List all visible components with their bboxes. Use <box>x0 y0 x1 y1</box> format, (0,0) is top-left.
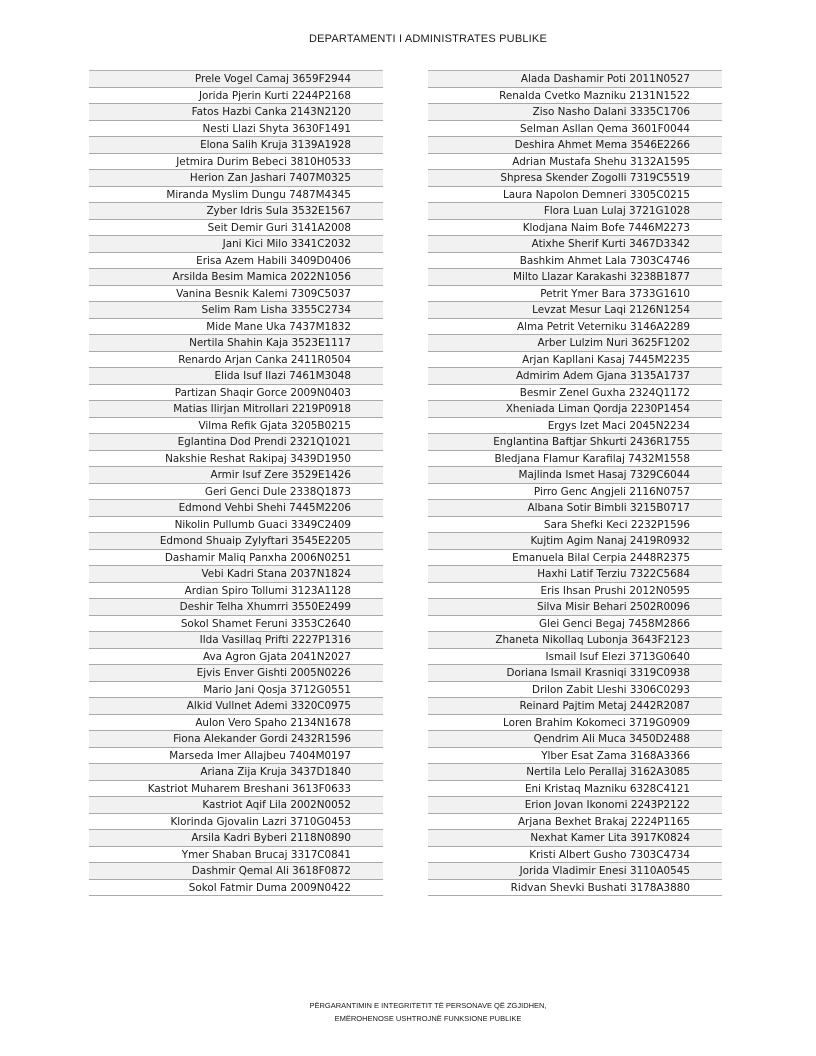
list-item: Nertila Lelo Perallaj 3162A3085 <box>428 764 722 781</box>
list-item: Selman Asllan Qema 3601F0044 <box>428 121 722 138</box>
list-item: Adrian Mustafa Shehu 3132A1595 <box>428 154 722 171</box>
list-item: Flora Luan Lulaj 3721G1028 <box>428 203 722 220</box>
list-item: Drilon Zabit Lleshi 3306C0293 <box>428 682 722 699</box>
list-item: Sokol Fatmir Duma 2009N0422 <box>89 880 383 897</box>
list-item: Prele Vogel Camaj 3659F2944 <box>89 71 383 88</box>
list-item: Shpresa Skender Zogolli 7319C5519 <box>428 170 722 187</box>
list-item: Ismail Isuf Elezi 3713G0640 <box>428 649 722 666</box>
list-item: Erion Jovan Ikonomi 2243P2122 <box>428 797 722 814</box>
list-item: Ymer Shaban Brucaj 3317C0841 <box>89 847 383 864</box>
list-item: Jorida Pjerin Kurti 2244P2168 <box>89 88 383 105</box>
list-item: Vanina Besnik Kalemi 7309C5037 <box>89 286 383 303</box>
right-name-list <box>428 70 722 896</box>
list-item: Arjan Kapllani Kasaj 7445M2235 <box>428 352 722 369</box>
page-footer <box>0 999 816 1025</box>
list-item: Reinard Pajtim Metaj 2442R2087 <box>428 698 722 715</box>
list-item: Seit Demir Guri 3141A2008 <box>89 220 383 237</box>
list-item: Jorida Vladimir Enesi 3110A0545 <box>428 863 722 880</box>
list-item: Ilda Vasillaq Prifti 2227P1316 <box>89 632 383 649</box>
list-item: Haxhi Latif Terziu 7322C5684 <box>428 566 722 583</box>
list-item: Eris Ihsan Prushi 2012N0595 <box>428 583 722 600</box>
list-item: Jani Kici Milo 3341C2032 <box>89 236 383 253</box>
list-item: Loren Brahim Kokomeci 3719G0909 <box>428 715 722 732</box>
left-name-list <box>89 70 383 896</box>
list-item: Pirro Genc Angjeli 2116N0757 <box>428 484 722 501</box>
list-item: Klorinda Gjovalin Lazri 3710G0453 <box>89 814 383 831</box>
list-item: Nakshie Reshat Rakipaj 3439D1950 <box>89 451 383 468</box>
list-item: Ziso Nasho Dalani 3335C1706 <box>428 104 722 121</box>
list-item: Atixhe Sherif Kurti 3467D3342 <box>428 236 722 253</box>
list-item: Zyber Idris Sula 3532E1567 <box>89 203 383 220</box>
list-item: Herion Zan Jashari 7407M0325 <box>89 170 383 187</box>
list-item: Geri Genci Dule 2338Q1873 <box>89 484 383 501</box>
list-item: Emanuela Bilal Cerpia 2448R2375 <box>428 550 722 567</box>
list-item: Ariana Zija Kruja 3437D1840 <box>89 764 383 781</box>
list-item: Sara Shefki Keci 2232P1596 <box>428 517 722 534</box>
list-item: Albana Sotir Bimbli 3215B0717 <box>428 500 722 517</box>
list-item: Elona Salih Kruja 3139A1928 <box>89 137 383 154</box>
list-item: Ejvis Enver Gishti 2005N0226 <box>89 665 383 682</box>
list-item: Marseda Imer Allajbeu 7404M0197 <box>89 748 383 765</box>
list-item: Kastriot Aqif Lila 2002N0052 <box>89 797 383 814</box>
list-item: Zhaneta Nikollaq Lubonja 3643F2123 <box>428 632 722 649</box>
list-item: Alada Dashamir Poti 2011N0527 <box>428 71 722 88</box>
list-item: Arsila Kadri Byberi 2118N0890 <box>89 830 383 847</box>
list-item: Arsilda Besim Mamica 2022N1056 <box>89 269 383 286</box>
list-item: Aulon Vero Spaho 2134N1678 <box>89 715 383 732</box>
list-item: Nikolin Pullumb Guaci 3349C2409 <box>89 517 383 534</box>
list-item: Fatos Hazbi Canka 2143N2120 <box>89 104 383 121</box>
list-item: Arjana Bexhet Brakaj 2224P1165 <box>428 814 722 831</box>
list-item: Alma Petrit Veterniku 3146A2289 <box>428 319 722 336</box>
list-item: Armir Isuf Zere 3529E1426 <box>89 467 383 484</box>
list-item: Ergys Izet Maci 2045N2234 <box>428 418 722 435</box>
list-item: Levzat Mesur Laqi 2126N1254 <box>428 302 722 319</box>
list-item: Ardian Spiro Tollumi 3123A1128 <box>89 583 383 600</box>
list-item: Kristi Albert Gusho 7303C4734 <box>428 847 722 864</box>
list-item: Vebi Kadri Stana 2037N1824 <box>89 566 383 583</box>
list-item: Qendrim Ali Muca 3450D2488 <box>428 731 722 748</box>
list-item: Ridvan Shevki Bushati 3178A3880 <box>428 880 722 897</box>
list-item: Ava Agron Gjata 2041N2027 <box>89 649 383 666</box>
list-item: Arber Lulzim Nuri 3625F1202 <box>428 335 722 352</box>
list-item: Matias Ilirjan Mitrollari 2219P0918 <box>89 401 383 418</box>
list-item: Vilma Refik Gjata 3205B0215 <box>89 418 383 435</box>
list-item: Renardo Arjan Canka 2411R0504 <box>89 352 383 369</box>
list-item: Edmond Vehbi Shehi 7445M2206 <box>89 500 383 517</box>
list-item: Admirim Adem Gjana 3135A1737 <box>428 368 722 385</box>
list-item: Glei Genci Begaj 7458M2866 <box>428 616 722 633</box>
list-item: Fiona Alekander Gordi 2432R1596 <box>89 731 383 748</box>
list-item: Erisa Azem Habili 3409D0406 <box>89 253 383 270</box>
list-item: Silva Misir Behari 2502R0096 <box>428 599 722 616</box>
list-item: Bledjana Flamur Karafilaj 7432M1558 <box>428 451 722 468</box>
list-item: Milto Llazar Karakashi 3238B1877 <box>428 269 722 286</box>
list-item: Englantina Baftjar Shkurti 2436R1755 <box>428 434 722 451</box>
list-item: Xheniada Liman Qordja 2230P1454 <box>428 401 722 418</box>
list-item: Jetmira Durim Bebeci 3810H0533 <box>89 154 383 171</box>
list-item: Mario Jani Qosja 3712G0551 <box>89 682 383 699</box>
list-item: Dashmir Qemal Ali 3618F0872 <box>89 863 383 880</box>
list-item: Ylber Esat Zama 3168A3366 <box>428 748 722 765</box>
list-item: Deshira Ahmet Mema 3546E2266 <box>428 137 722 154</box>
list-item: Eni Kristaq Mazniku 6328C4121 <box>428 781 722 798</box>
list-item: Nexhat Kamer Lita 3917K0824 <box>428 830 722 847</box>
list-item: Renalda Cvetko Mazniku 2131N1522 <box>428 88 722 105</box>
footer-line-2: EMËROHENOSE USHTROJNË FUNKSIONE PUBLIKE <box>334 1014 522 1023</box>
list-item: Mide Mane Uka 7437M1832 <box>89 319 383 336</box>
list-item: Sokol Shamet Feruni 3353C2640 <box>89 616 383 633</box>
list-item: Selim Ram Lisha 3355C2734 <box>89 302 383 319</box>
list-item: Laura Napolon Demneri 3305C0215 <box>428 187 722 204</box>
list-item: Eglantina Dod Prendi 2321Q1021 <box>89 434 383 451</box>
list-item: Nesti Llazi Shyta 3630F1491 <box>89 121 383 138</box>
list-item: Partizan Shaqir Gorce 2009N0403 <box>89 385 383 402</box>
list-item: Deshir Telha Xhumrri 3550E2499 <box>89 599 383 616</box>
list-item: Kujtim Agim Nanaj 2419R0932 <box>428 533 722 550</box>
footer-line-1: PËRGARANTIMIN E INTEGRITETIT TË PERSONAVE QË ZGJIDHEN, <box>309 1001 547 1010</box>
list-item: Alkid Vullnet Ademi 3320C0975 <box>89 698 383 715</box>
list-item: Majlinda Ismet Hasaj 7329C6044 <box>428 467 722 484</box>
list-item: Bashkim Ahmet Lala 7303C4746 <box>428 253 722 270</box>
list-item: Nertila Shahin Kaja 3523E1117 <box>89 335 383 352</box>
list-item: Elida Isuf Ilazi 7461M3048 <box>89 368 383 385</box>
list-item: Besmir Zenel Guxha 2324Q1172 <box>428 385 722 402</box>
list-item: Kastriot Muharem Breshani 3613F0633 <box>89 781 383 798</box>
list-item: Klodjana Naim Bofe 7446M2273 <box>428 220 722 237</box>
list-item: Miranda Myslim Dungu 7487M4345 <box>89 187 383 204</box>
list-item: Dashamir Maliq Panxha 2006N0251 <box>89 550 383 567</box>
list-item: Edmond Shuaip Zylyftari 3545E2205 <box>89 533 383 550</box>
list-item: Doriana Ismail Krasniqi 3319C0938 <box>428 665 722 682</box>
list-item: Petrit Ymer Bara 3733G1610 <box>428 286 722 303</box>
page-title: DEPARTAMENTI I ADMINISTRATES PUBLIKE <box>308 33 548 45</box>
